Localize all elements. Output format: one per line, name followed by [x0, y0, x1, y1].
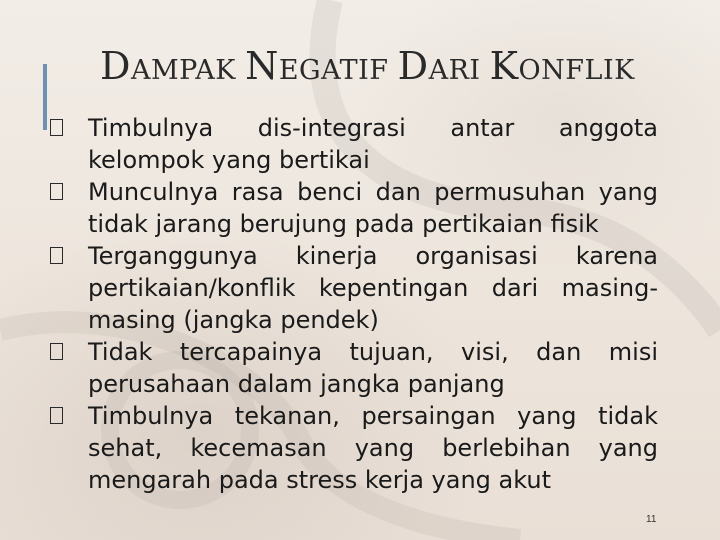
bullet-box-icon	[50, 183, 63, 200]
page-number: 11	[646, 514, 657, 525]
bullet-item	[50, 240, 660, 336]
title-word: KONFLIK	[489, 44, 635, 88]
bullet-text: Terganggunya kinerja organisasi karena pertikaian/konflik kepentingan dari masing-masing (jangka pendek)	[88, 242, 658, 334]
title-accent-bar	[43, 64, 47, 130]
bullet-box-icon	[50, 247, 63, 264]
bullet-text: Timbulnya tekanan, persaingan yang tidak sehat, kecemasan yang berlebihan yang mengarah pada stress kerja yang akut	[88, 402, 658, 494]
title-word: DARI	[397, 44, 490, 88]
bullet-item	[50, 112, 660, 176]
title-word: DAMPAK	[100, 44, 246, 88]
bullet-text: Tidak tercapainya tujuan, visi, dan misi perusahaan dalam jangka panjang	[88, 338, 658, 398]
bullet-text: Timbulnya dis-integrasi antar anggota kelompok yang bertikai	[88, 114, 658, 174]
bullet-box-icon	[50, 343, 63, 360]
bullet-item	[50, 176, 660, 240]
bullet-box-icon	[50, 119, 63, 136]
bullet-box-icon	[50, 407, 63, 424]
bullet-item	[50, 400, 660, 496]
title-word: NEGATIF	[245, 44, 398, 88]
bullet-item	[50, 336, 660, 400]
slide-title	[100, 44, 680, 88]
bullet-list	[50, 112, 660, 496]
bullet-text: Munculnya rasa benci dan permusuhan yang tidak jarang berujung pada pertikaian fisik	[88, 178, 658, 238]
